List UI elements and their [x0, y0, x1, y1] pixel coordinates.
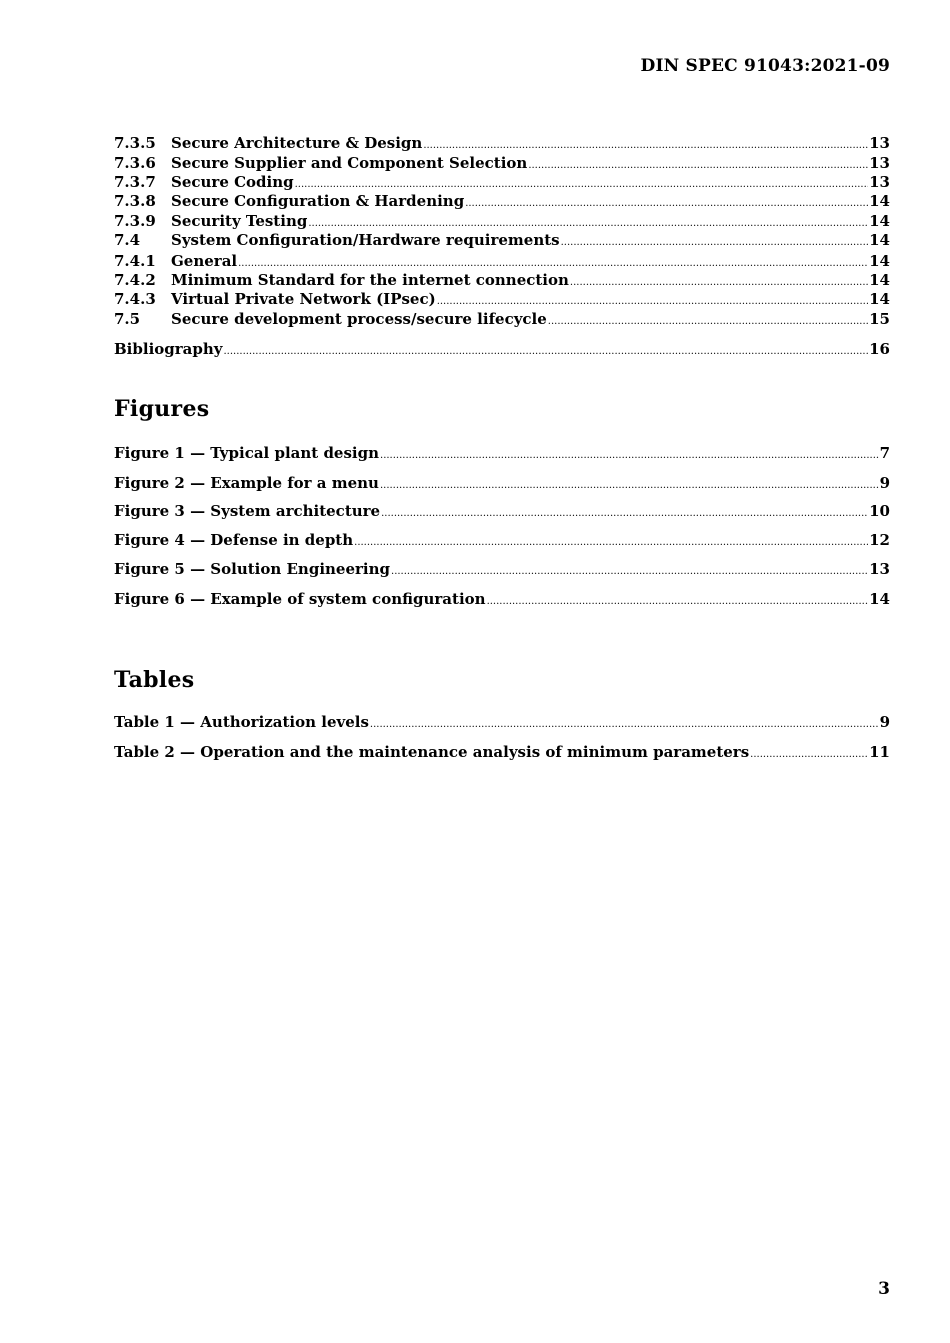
figure-entry[interactable]	[114, 443, 890, 463]
toc-entry-title: System Configuration/Hardware requirements	[171, 231, 560, 249]
toc-entry-page: 14	[869, 192, 890, 210]
toc-entry-page: 14	[869, 271, 890, 289]
toc-entry-number: 7.3.6	[114, 154, 156, 172]
toc-entry-title: Minimum Standard for the internet connection	[171, 271, 569, 289]
dot-leader	[295, 172, 869, 192]
table-entry-page: 11	[869, 743, 890, 761]
figures-heading: Figures	[114, 396, 210, 422]
figure-entry-title: Figure 1 — Typical plant design	[114, 444, 380, 462]
figure-entry-title: Figure 6 — Example of system configuration	[114, 590, 486, 608]
toc-entry-page: 14	[869, 252, 890, 270]
figure-entry-page: 13	[869, 560, 890, 578]
table-entry-title: Table 1 — Authorization levels	[114, 713, 369, 731]
dot-leader	[528, 153, 868, 173]
figure-entry[interactable]	[114, 589, 890, 609]
table-entry-page: 9	[879, 713, 890, 731]
toc-entry-page: 13	[869, 173, 890, 191]
dot-leader	[308, 211, 868, 231]
toc-entry-number: 7.4	[114, 231, 141, 249]
toc-entry-title: Virtual Private Network (IPsec)	[171, 290, 436, 308]
table-entry-title: Table 2 — Operation and the maintenance analysis of minimum parameters	[114, 743, 750, 761]
toc-entry-title: Secure Coding	[171, 173, 294, 191]
figure-entry[interactable]	[114, 530, 890, 550]
toc-entry-number: 7.3.5	[114, 134, 156, 152]
dot-leader	[380, 443, 879, 463]
dot-leader	[548, 309, 868, 329]
toc-entry[interactable]	[114, 289, 890, 309]
figure-entry-page: 12	[869, 531, 890, 549]
dot-leader	[380, 473, 879, 493]
toc-entry-title: Security Testing	[171, 212, 308, 230]
dot-leader	[370, 712, 879, 732]
toc-entry-title: Bibliography	[114, 340, 223, 358]
toc-entry-bibliography[interactable]	[114, 339, 890, 359]
toc-entry-number: 7.5	[114, 310, 141, 328]
toc-entry[interactable]	[114, 153, 890, 173]
dot-leader	[750, 742, 868, 762]
figure-entry-title: Figure 4 — Defense in depth	[114, 531, 354, 549]
toc-entry-title: Secure Architecture & Design	[171, 134, 423, 152]
dot-leader	[437, 289, 868, 309]
dot-leader	[423, 133, 868, 153]
tables-heading: Tables	[114, 667, 195, 693]
toc-entry-page: 14	[869, 290, 890, 308]
toc-entry-page: 16	[869, 340, 890, 358]
toc-entry-number: 7.4.2	[114, 271, 156, 289]
table-entry[interactable]	[114, 742, 890, 762]
toc-entry[interactable]	[114, 191, 890, 211]
toc-entry[interactable]	[114, 172, 890, 192]
figure-entry[interactable]	[114, 559, 890, 579]
dot-leader	[238, 251, 868, 271]
toc-entry-title: Secure Configuration & Hardening	[171, 192, 465, 210]
figure-entry[interactable]	[114, 501, 890, 521]
toc-entry[interactable]	[114, 230, 890, 250]
figure-entry-page: 14	[869, 590, 890, 608]
page-number: 3	[878, 1279, 890, 1299]
figure-entry-page: 7	[879, 444, 890, 462]
toc-entry-page: 13	[869, 134, 890, 152]
toc-entry-page: 13	[869, 154, 890, 172]
toc-entry[interactable]	[114, 211, 890, 231]
figure-entry-title: Figure 5 — Solution Engineering	[114, 560, 391, 578]
dot-leader	[487, 589, 869, 609]
figure-entry-page: 10	[869, 502, 890, 520]
document-id-header: DIN SPEC 91043:2021-09	[640, 56, 890, 76]
toc-entry-number: 7.4.3	[114, 290, 156, 308]
toc-entry-number: 7.4.1	[114, 252, 156, 270]
toc-entry-number: 7.3.8	[114, 192, 156, 210]
figure-entry[interactable]	[114, 473, 890, 493]
dot-leader	[381, 501, 868, 521]
toc-entry-number: 7.3.9	[114, 212, 156, 230]
dot-leader	[354, 530, 868, 550]
dot-leader	[391, 559, 868, 579]
dot-leader	[465, 191, 868, 211]
toc-entry[interactable]	[114, 309, 890, 329]
toc-entry-page: 14	[869, 231, 890, 249]
dot-leader	[224, 339, 869, 359]
toc-entry[interactable]	[114, 270, 890, 290]
figure-entry-title: Figure 2 — Example for a menu	[114, 474, 379, 492]
toc-entry-title: Secure Supplier and Component Selection	[171, 154, 528, 172]
toc-entry-title: General	[171, 252, 238, 270]
toc-entry-title: Secure development process/secure lifecycle	[171, 310, 547, 328]
toc-entry[interactable]	[114, 251, 890, 271]
dot-leader	[561, 230, 869, 250]
toc-entry-number: 7.3.7	[114, 173, 156, 191]
dot-leader	[570, 270, 868, 290]
table-entry[interactable]	[114, 712, 890, 732]
toc-entry[interactable]	[114, 133, 890, 153]
figure-entry-page: 9	[879, 474, 890, 492]
figure-entry-title: Figure 3 — System architecture	[114, 502, 381, 520]
toc-entry-page: 15	[869, 310, 890, 328]
toc-entry-page: 14	[869, 212, 890, 230]
